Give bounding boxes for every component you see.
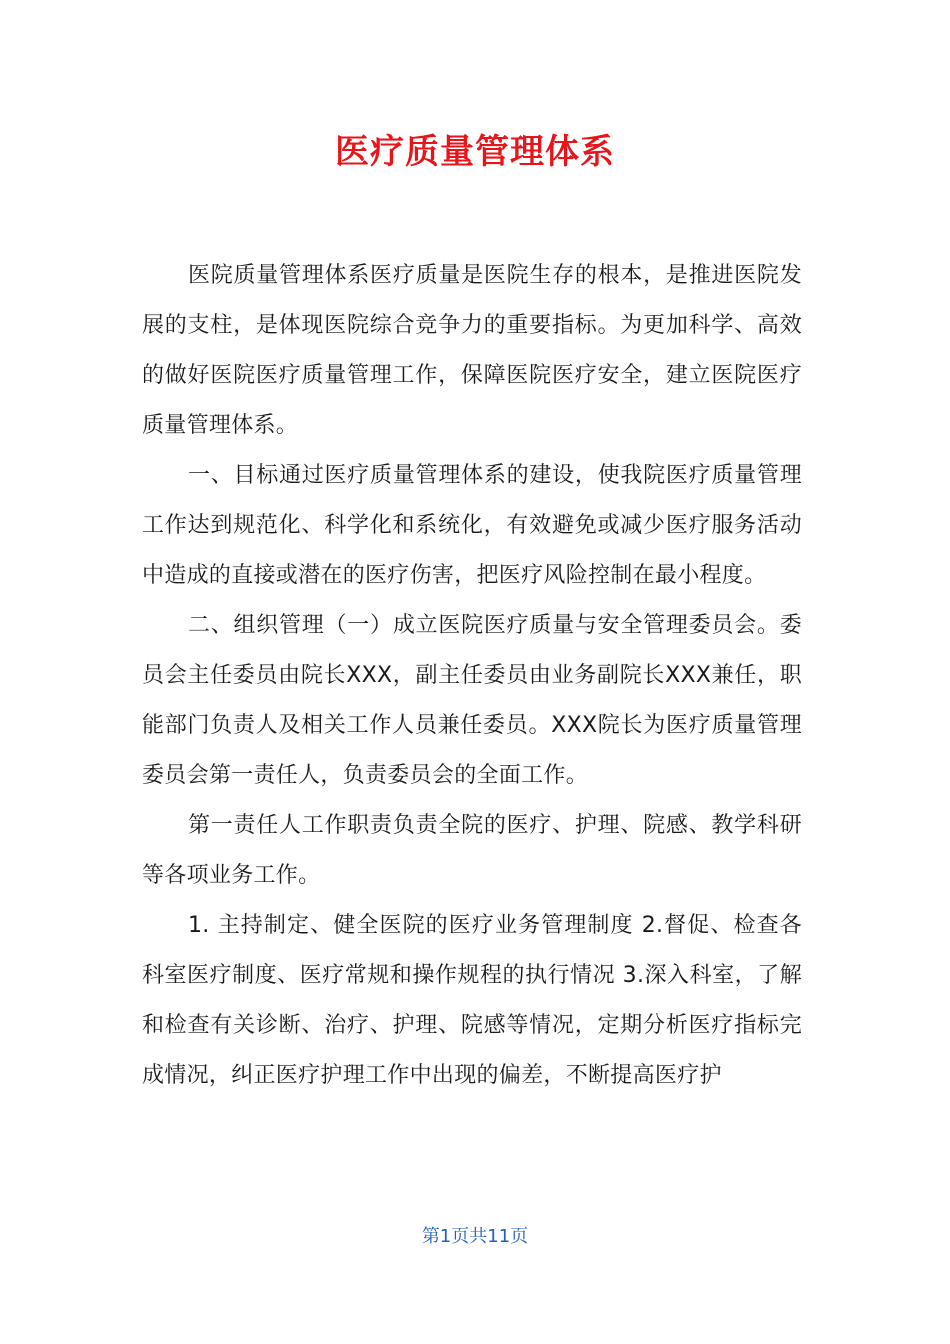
paragraph-organization: 二、组织管理（一）成立医院医疗质量与安全管理委员会。委员会主任委员由院长XXX，副主任委员由业务副院长XXX兼任，职能部门负责人及相关工作人员兼任委员。XXX院长为医疗质量管理委员会第一责任人，负责委员会的全面工作。 <box>142 613 802 788</box>
paragraph-duties-list: 1. 主持制定、健全医院的医疗业务管理制度 2.督促、检查各科室医疗制度、医疗常规和操作规程的执行情况 3.深入科室，了解和检查有关诊断、治疗、护理、院感等情况，定期分析医疗指标完成情况，纠正医疗护理工作中出现的偏差，不断提高医疗护 <box>142 913 802 1088</box>
page-number-footer: 第1页共11页 <box>421 1226 529 1247</box>
paragraph-responsibility: 第一责任人工作职责负责全院的医疗、护理、院感、教学科研等各项业务工作。 <box>142 813 802 888</box>
document-title: 医疗质量管理体系 <box>335 132 615 172</box>
paragraph-intro: 医院质量管理体系医疗质量是医院生存的根本，是推进医院发展的支柱，是体现医院综合竞争力的重要指标。为更加科学、高效的做好医院医疗质量管理工作，保障医院医疗安全，建立医院医疗质量管理体系。 <box>142 263 802 438</box>
document-body <box>142 251 802 1101</box>
paragraph-goals: 一、目标通过医疗质量管理体系的建设，使我院医疗质量管理工作达到规范化、科学化和系统化，有效避免或减少医疗服务活动中造成的直接或潜在的医疗伤害，把医疗风险控制在最小程度。 <box>142 463 802 588</box>
